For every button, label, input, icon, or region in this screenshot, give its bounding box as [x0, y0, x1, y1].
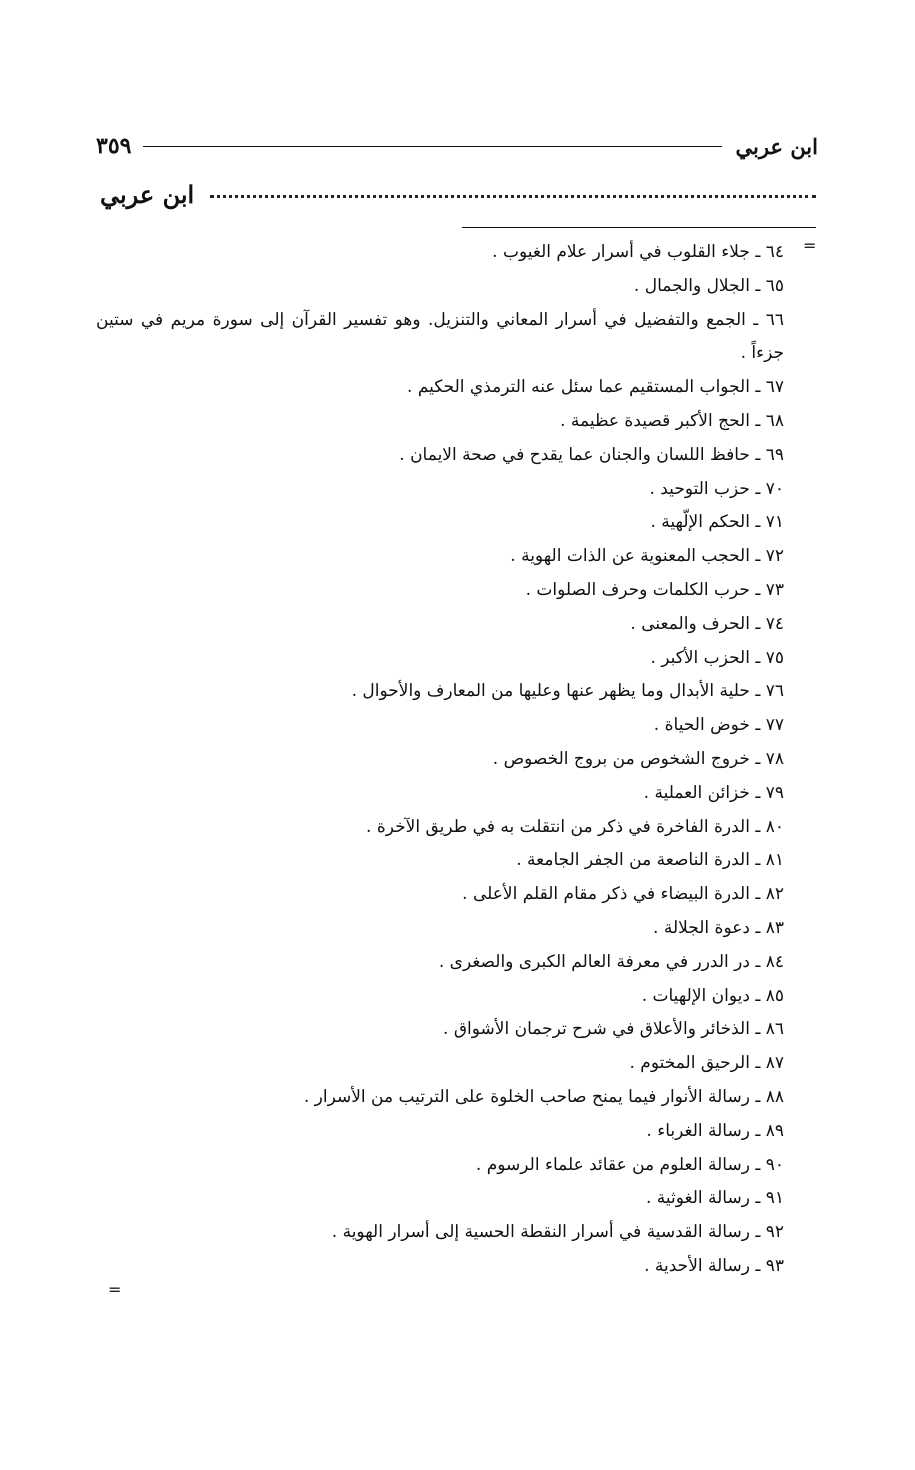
list-item: ٧٥ ـ الحزب الأكبر . — [650, 647, 784, 668]
list-item: ٨٥ ـ ديوان الإلهيات . — [641, 985, 784, 1006]
list-item: ٧٩ ـ خزائن العملية . — [643, 782, 784, 803]
list-item: ٨٩ ـ رسالة الغرباء . — [646, 1120, 784, 1141]
list-item: ٨٢ ـ الدرة البيضاء في ذكر مقام القلم الأعلى . — [462, 884, 784, 905]
list-item: ٧٣ ـ حرب الكلمات وحرف الصلوات . — [525, 579, 784, 600]
list-item: ٨٦ ـ الذخائر والأعلاق في شرح ترجمان الأشواق . — [443, 1019, 784, 1040]
running-title: ابن عربي — [735, 133, 818, 159]
list-item: ٨٧ ـ الرحيق المختوم . — [629, 1053, 784, 1074]
list-item: ٩٣ ـ رسالة الأحدية . — [644, 1255, 784, 1276]
list-item: ٨١ ـ الدرة الناصعة من الجفر الجامعة . — [516, 850, 784, 871]
entry-header — [100, 172, 816, 216]
list-item: ٧٦ ـ حلية الأبدال وما يظهر عنها وعليها من المعارف والأحوال . — [351, 681, 784, 702]
dotted-leader — [210, 195, 816, 198]
list-item: ٦٨ ـ الحج الأكبر قصيدة عظيمة . — [560, 410, 784, 431]
list-item: ٦٧ ـ الجواب المستقيم عما سئل عنه الترمذي الحكيم . — [407, 377, 784, 398]
works-list — [96, 236, 784, 1284]
section-rule — [462, 227, 816, 228]
running-header — [96, 126, 818, 166]
list-item: ٧٠ ـ حزب التوحيد . — [649, 478, 784, 499]
list-item: ٨٨ ـ رسالة الأنوار فيما يمنح صاحب الخلوة على الترتيب من الأسرار . — [303, 1086, 784, 1107]
list-item: ٦٤ ـ جلاء القلوب في أسرار علام الغيوب . — [492, 242, 784, 262]
header-rule — [143, 146, 721, 147]
list-item: ٦٩ ـ حافظ اللسان والجنان عما يقدح في صحة الايمان . — [399, 444, 784, 465]
list-item: ٨٠ ـ الدرة الفاخرة في ذكر من انتقلت به في طريق الآخرة . — [366, 816, 784, 837]
list-item: ٦٥ ـ الجلال والجمال . — [633, 275, 784, 296]
list-item: ٧١ ـ الحكم الإلّهية . — [650, 512, 784, 533]
entry-name: ابن عربي — [100, 179, 195, 209]
list-item: ٨٣ ـ دعوة الجلالة . — [653, 917, 784, 938]
list-item: ٧٧ ـ خوض الحياة . — [653, 715, 784, 736]
page-number: ٣٥٩ — [96, 133, 132, 159]
list-item: ٧٤ ـ الحرف والمعنى . — [630, 613, 784, 634]
continuation-mark-bottom: = — [108, 1280, 122, 1299]
list-item: ٩٢ ـ رسالة القدسية في أسرار النقطة الحسية إلى أسرار الهوية . — [331, 1222, 784, 1243]
list-item: ٨٤ ـ در الدرر في معرفة العالم الكبرى والصغرى . — [438, 951, 784, 972]
list-item: ٧٨ ـ خروج الشخوص من بروج الخصوص . — [492, 748, 784, 769]
continuation-mark-top: = — [803, 236, 817, 255]
list-item: ٦٦ ـ الجمع والتفضيل في أسرار المعاني والتنزيل. وهو تفسير القرآن إلى سورة مريم في ستين جزءاً . — [96, 309, 784, 364]
list-item: ٧٢ ـ الحجب المعنوية عن الذات الهوية . — [510, 546, 784, 567]
list-item: ٩٠ ـ رسالة العلوم من عقائد علماء الرسوم . — [475, 1154, 784, 1175]
list-item: ٩١ ـ رسالة الغوثية . — [645, 1188, 784, 1209]
